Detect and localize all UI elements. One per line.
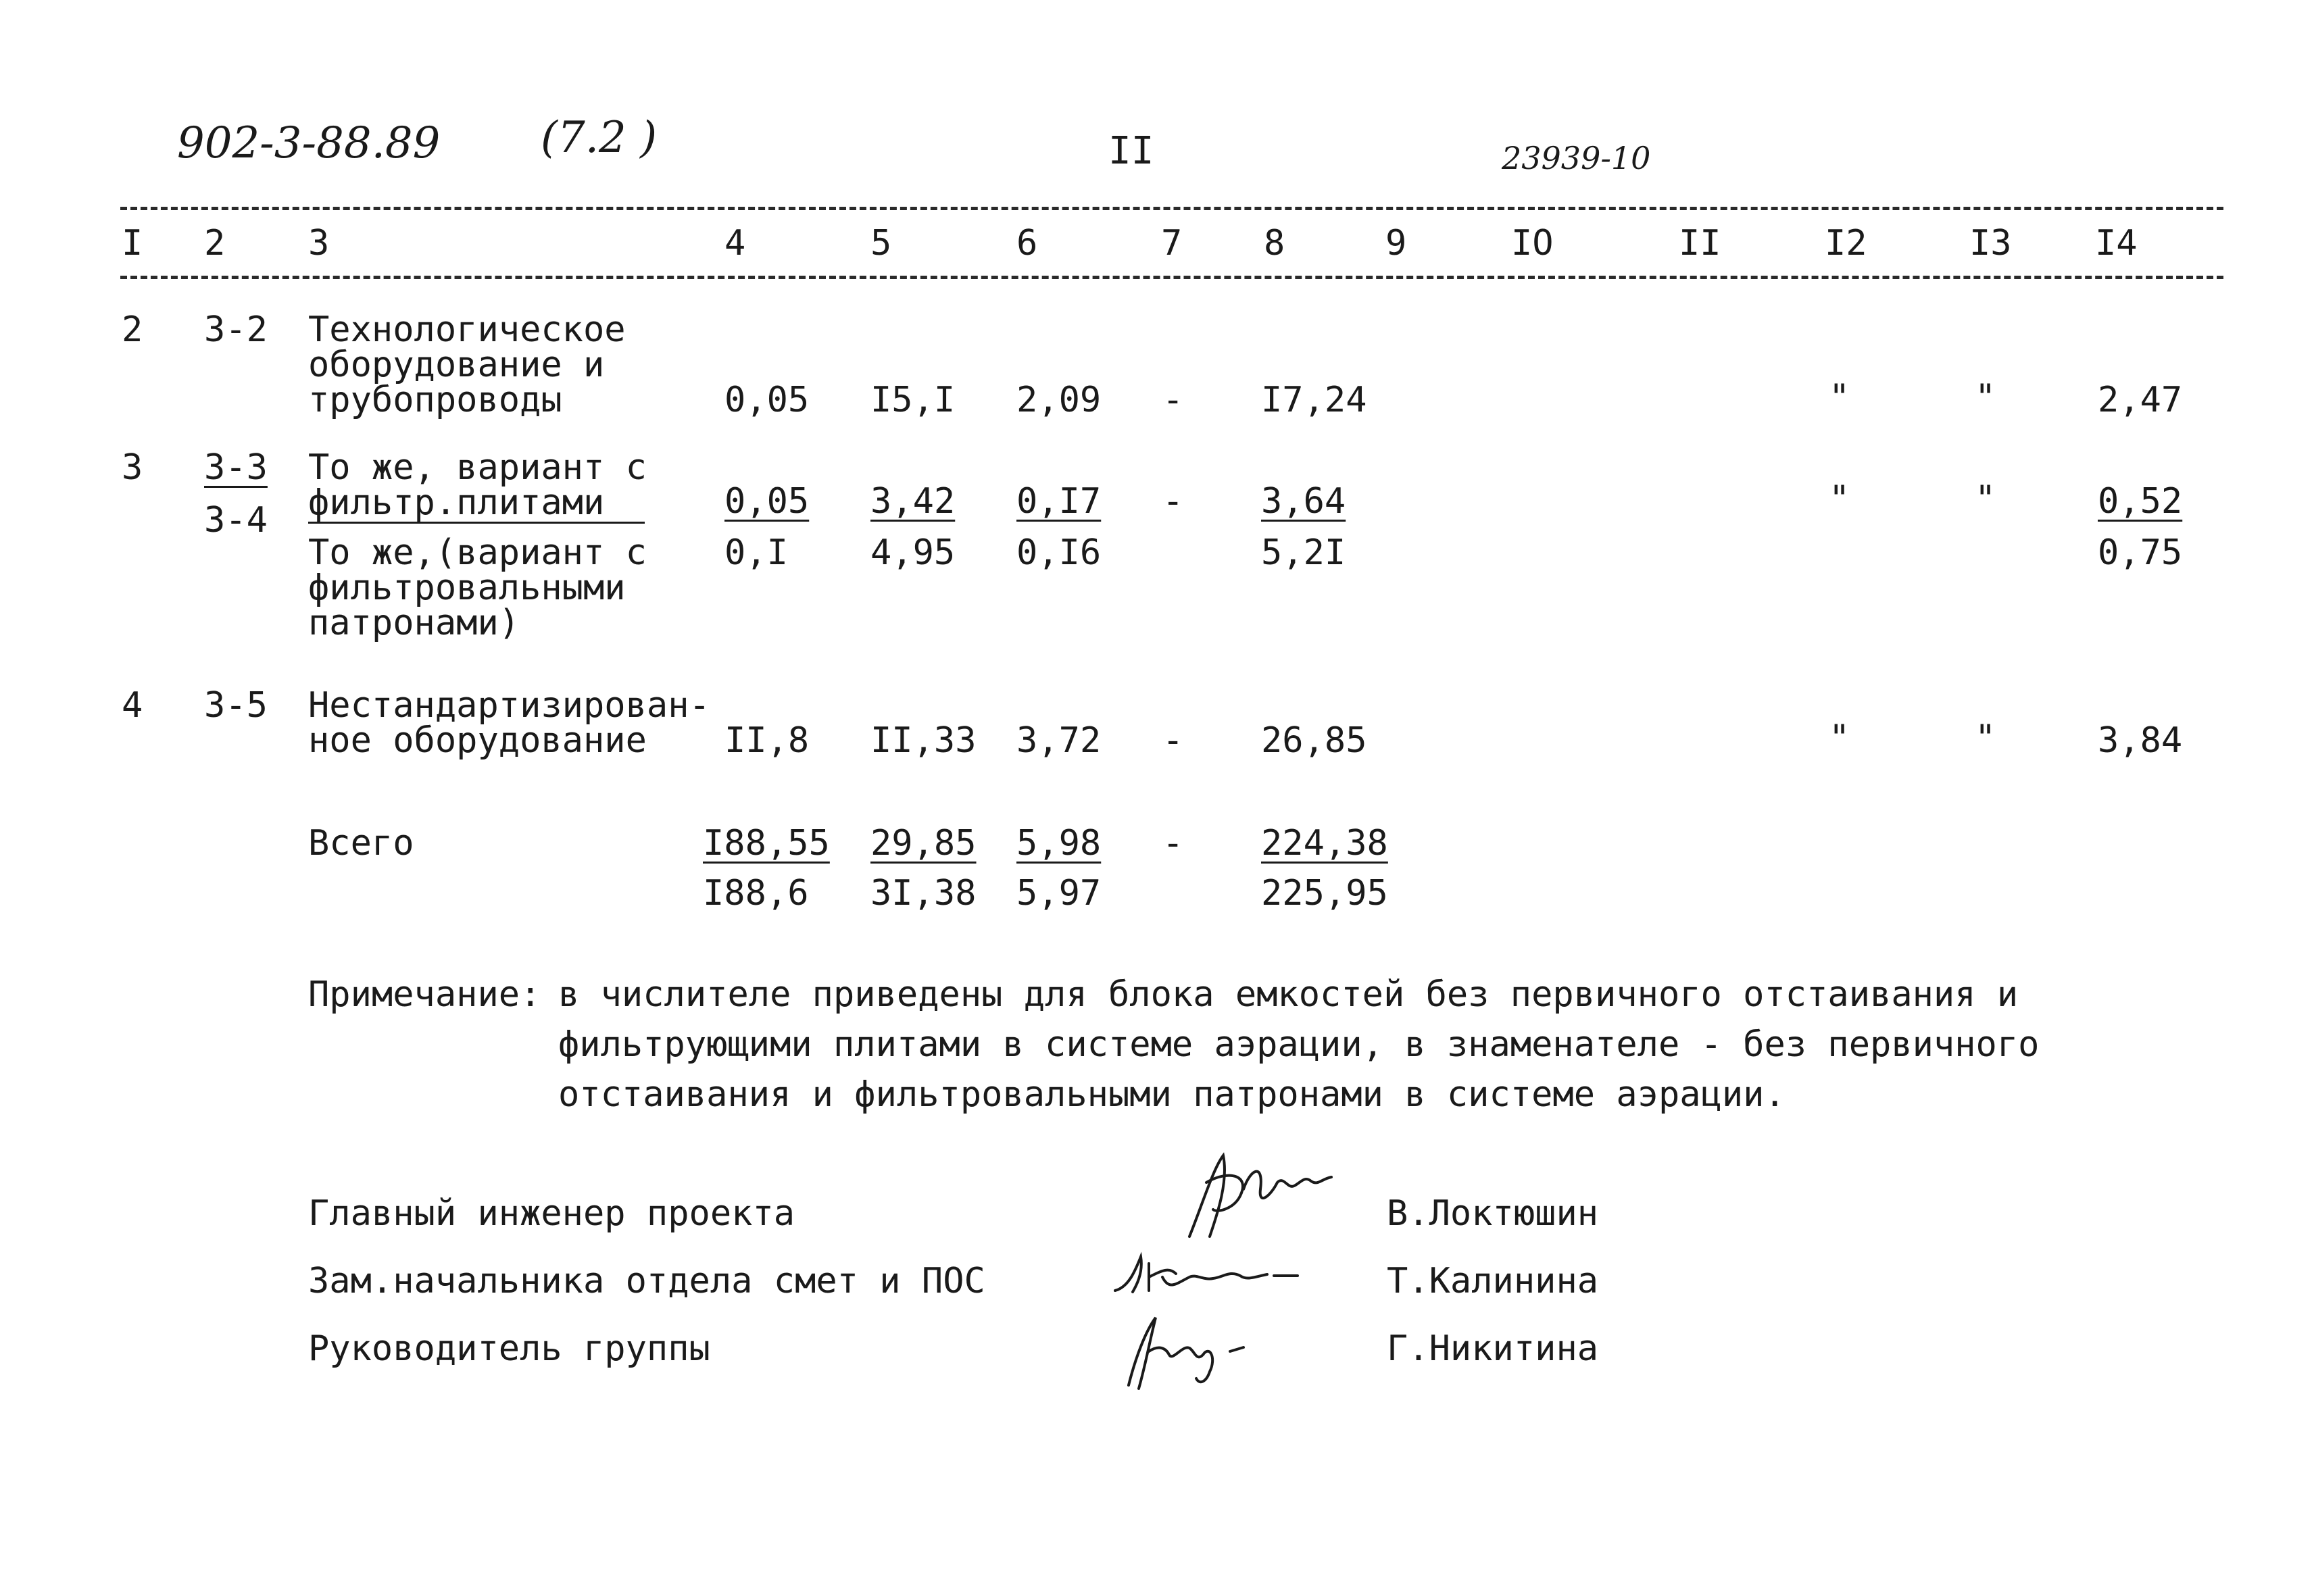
column-header: 7 <box>1161 223 1183 264</box>
row-code-alt: 3-4 <box>204 500 268 541</box>
total-col6: 5,98 <box>1016 823 1102 864</box>
note-line: отстаивания и фильтровальными патронами в системе аэрации. <box>558 1074 1786 1115</box>
cell-col5: II,33 <box>870 720 977 761</box>
section-number: (7.2 ) <box>541 113 658 163</box>
cell-col7: - <box>1162 720 1184 761</box>
cell-col6: 2,09 <box>1016 380 1102 420</box>
column-header: I4 <box>2095 223 2138 264</box>
cell-col14-alt: 0,75 <box>2098 532 2183 573</box>
total-label: Всего <box>308 823 414 864</box>
column-header: II <box>1679 223 1721 264</box>
row-code: 3-3 <box>204 447 268 488</box>
note-label: Примечание: <box>308 974 541 1015</box>
cell-col5-alt: 4,95 <box>870 532 956 573</box>
cell-col4-alt: 0,I <box>724 532 788 573</box>
row-name-divider <box>308 522 645 524</box>
page-number: II <box>1108 129 1154 173</box>
note-line: в числителе приведены для блока емкостей без первичного отстаивания и <box>558 974 2019 1015</box>
archive-number: 23939-10 <box>1502 140 1651 176</box>
handwritten-signature-2 <box>1108 1243 1311 1304</box>
cell-col5: I5,I <box>870 380 956 420</box>
cell-col4: 0,05 <box>724 380 810 420</box>
total-col5: 29,85 <box>870 823 977 864</box>
column-header: I3 <box>1969 223 2012 264</box>
row-name-alt-line: патронами) <box>308 603 520 643</box>
column-header: 5 <box>870 223 892 264</box>
column-header: I <box>122 223 143 264</box>
cell-col8-alt: 5,2I <box>1261 532 1346 573</box>
column-header: IO <box>1511 223 1554 264</box>
row-number: 4 <box>122 685 143 726</box>
signature-name: Т.Калинина <box>1387 1261 1599 1301</box>
cell-col8: 3,64 <box>1261 481 1346 522</box>
cell-col6: 3,72 <box>1016 720 1102 761</box>
row-name-line: оборудование и <box>308 345 605 385</box>
cell-col12: " <box>1829 377 1850 418</box>
note-line: фильтрующими плитами в системе аэрации, в знаменателе - без первичного <box>558 1024 2040 1065</box>
total-col4: I88,55 <box>703 823 830 864</box>
column-header: 6 <box>1016 223 1038 264</box>
cell-col8: I7,24 <box>1261 380 1367 420</box>
cell-col8: 26,85 <box>1261 720 1367 761</box>
row-name-line: Нестандартизирован- <box>308 685 710 726</box>
cell-col7: - <box>1162 380 1184 420</box>
cell-col14: 0,52 <box>2098 481 2183 522</box>
handwritten-signature-1 <box>1176 1142 1365 1250</box>
signature-role: Зам.начальника отдела смет и ПОС <box>308 1261 985 1301</box>
total-col8-alt: 225,95 <box>1261 873 1388 914</box>
column-header: 4 <box>724 223 746 264</box>
signature-name: Г.Никитина <box>1387 1328 1599 1369</box>
column-header: 2 <box>204 223 226 264</box>
row-number: 2 <box>122 309 143 350</box>
row-name-line: Технологическое <box>308 309 626 350</box>
total-col6-alt: 5,97 <box>1016 873 1102 914</box>
cell-col14: 2,47 <box>2098 380 2183 420</box>
cell-col12: " <box>1829 718 1850 758</box>
cell-col12: " <box>1829 478 1850 519</box>
header-top-rule <box>120 207 2223 210</box>
total-col7: - <box>1162 823 1184 864</box>
row-name-alt-line: То же,(вариант с <box>308 532 647 573</box>
total-col4-alt: I88,6 <box>703 873 809 914</box>
handwritten-signature-3 <box>1108 1297 1271 1399</box>
column-header: 9 <box>1385 223 1407 264</box>
row-name-line: ное оборудование <box>308 720 647 761</box>
cell-col13: " <box>1975 377 1996 418</box>
cell-col5: 3,42 <box>870 481 956 522</box>
cell-col6-alt: 0,I6 <box>1016 532 1102 573</box>
row-code: 3-2 <box>204 309 268 350</box>
total-col5-alt: 3I,38 <box>870 873 977 914</box>
cell-col7: - <box>1162 481 1184 522</box>
row-name-line: фильтр.плитами <box>308 482 605 523</box>
column-header: 3 <box>308 223 330 264</box>
column-header: I2 <box>1825 223 1867 264</box>
row-name-alt-line: фильтровальными <box>308 568 626 608</box>
row-name-line: трубопроводы <box>308 380 562 420</box>
total-col8: 224,38 <box>1261 823 1388 864</box>
cell-col4: 0,05 <box>724 481 810 522</box>
row-number: 3 <box>122 447 143 488</box>
row-name-line: То же, вариант с <box>308 447 647 488</box>
cell-col6: 0,I7 <box>1016 481 1102 522</box>
signature-role: Руководитель группы <box>308 1328 710 1369</box>
cell-col13: " <box>1975 718 1996 758</box>
cell-col14: 3,84 <box>2098 720 2183 761</box>
column-header: 8 <box>1264 223 1285 264</box>
signature-name: В.Локтюшин <box>1387 1193 1599 1234</box>
document-code: 902-3-88.89 <box>177 118 441 168</box>
cell-col13: " <box>1975 478 1996 519</box>
signature-role: Главный инженер проекта <box>308 1193 795 1234</box>
row-code: 3-5 <box>204 685 268 726</box>
cell-col4: II,8 <box>724 720 810 761</box>
header-bottom-rule <box>120 276 2223 279</box>
